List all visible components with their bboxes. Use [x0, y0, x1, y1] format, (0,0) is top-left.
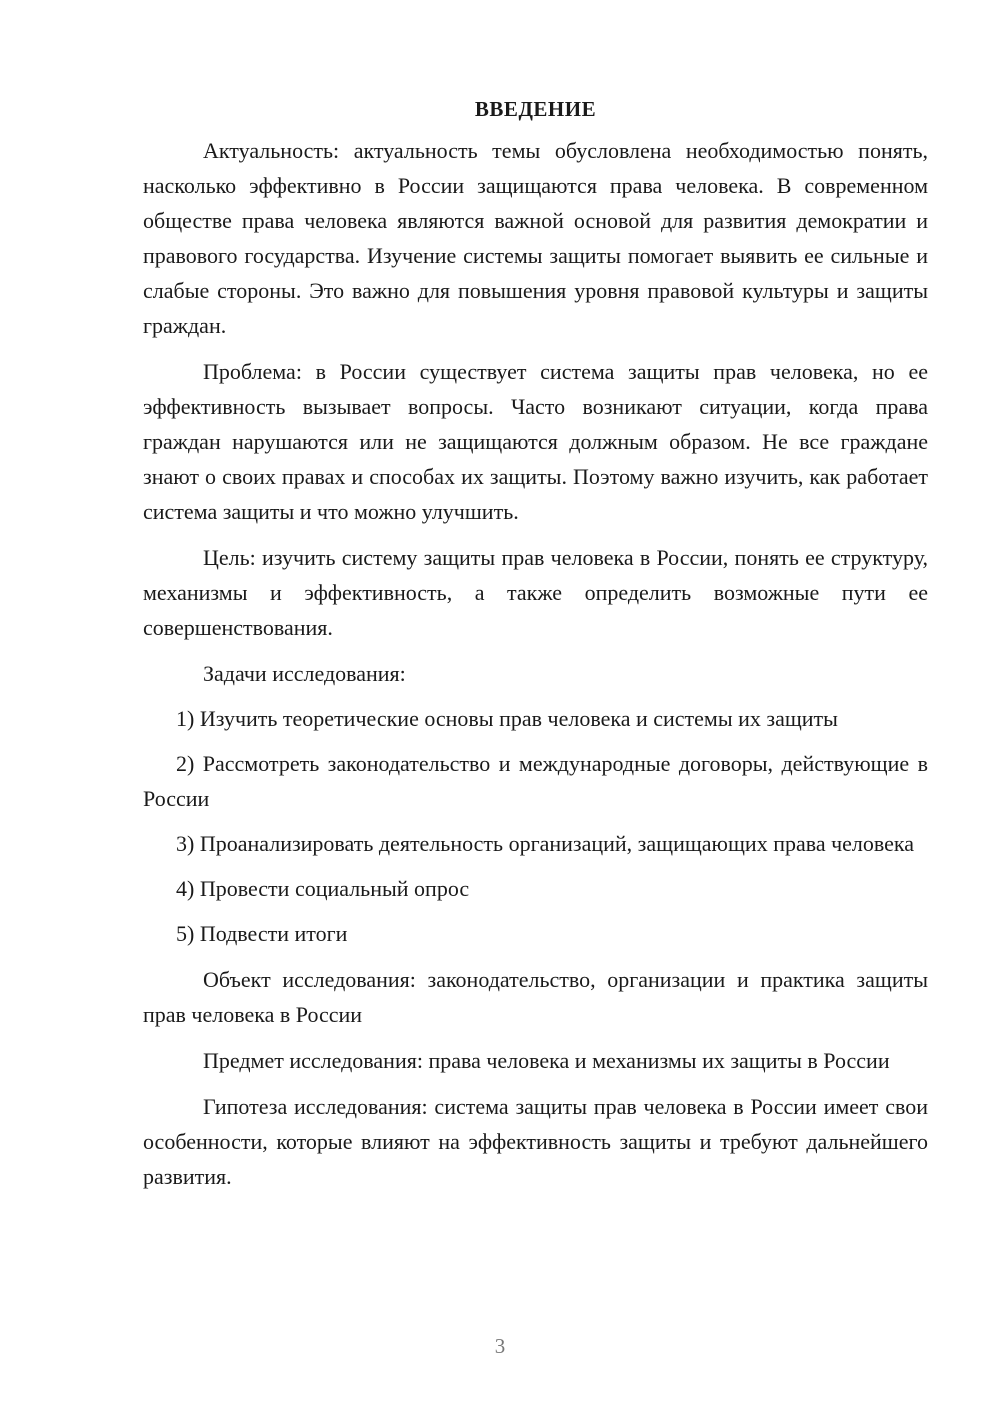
task-item-3: 3) Проанализировать деятельность организаций, защищающих права человека — [176, 831, 915, 856]
subject-paragraph: Предмет исследования: права человека и механизмы их защиты в России — [203, 1048, 890, 1073]
page-title: ВВЕДЕНИЕ — [474, 97, 597, 121]
tasks-heading: Задачи исследования: — [203, 661, 406, 686]
relevance-paragraph: Актуальность: актуальность темы обусловлена необходимостью понять, насколько эффективно в России защищаются права человека. В современном обществе права человека являются важной основой для развития демократии и правового государства. Изучение системы защиты помогает выявить ее сильные и слабые стороны. Это важно для повышения уровня правовой культуры и защиты граждан. — [143, 138, 928, 338]
problem-paragraph: Проблема: в России существует система защиты прав человека, но ее эффективность вызывает вопросы. Часто возникают ситуации, когда права граждан нарушаются или не защищаются должным образом. Не все граждане знают о своих правах и способах их защиты. Поэтому важно изучить, как работает система защиты и что можно улучшить. — [143, 359, 928, 524]
task-item-2: 2) Рассмотреть законодательство и международные договоры, действующие в России — [143, 751, 928, 811]
object-paragraph: Объект исследования: законодательство, организации и практика защиты прав человека в России — [143, 967, 928, 1027]
task-item-5: 5) Подвести итоги — [176, 921, 348, 946]
hypothesis-paragraph: Гипотеза исследования: система защиты прав человека в России имеет свои особенности, которые влияют на эффективность защиты и требуют дальнейшего развития. — [143, 1094, 928, 1189]
task-item-4: 4) Провести социальный опрос — [176, 876, 470, 901]
goal-paragraph: Цель: изучить систему защиты прав человека в России, понять ее структуру, механизмы и эффективность, а также определить возможные пути ее совершенствования. — [143, 545, 928, 640]
task-item-1: 1) Изучить теоретические основы прав человека и системы их защиты — [176, 706, 838, 731]
page-number: 3 — [494, 1334, 506, 1358]
document-page — [143, 92, 928, 1194]
